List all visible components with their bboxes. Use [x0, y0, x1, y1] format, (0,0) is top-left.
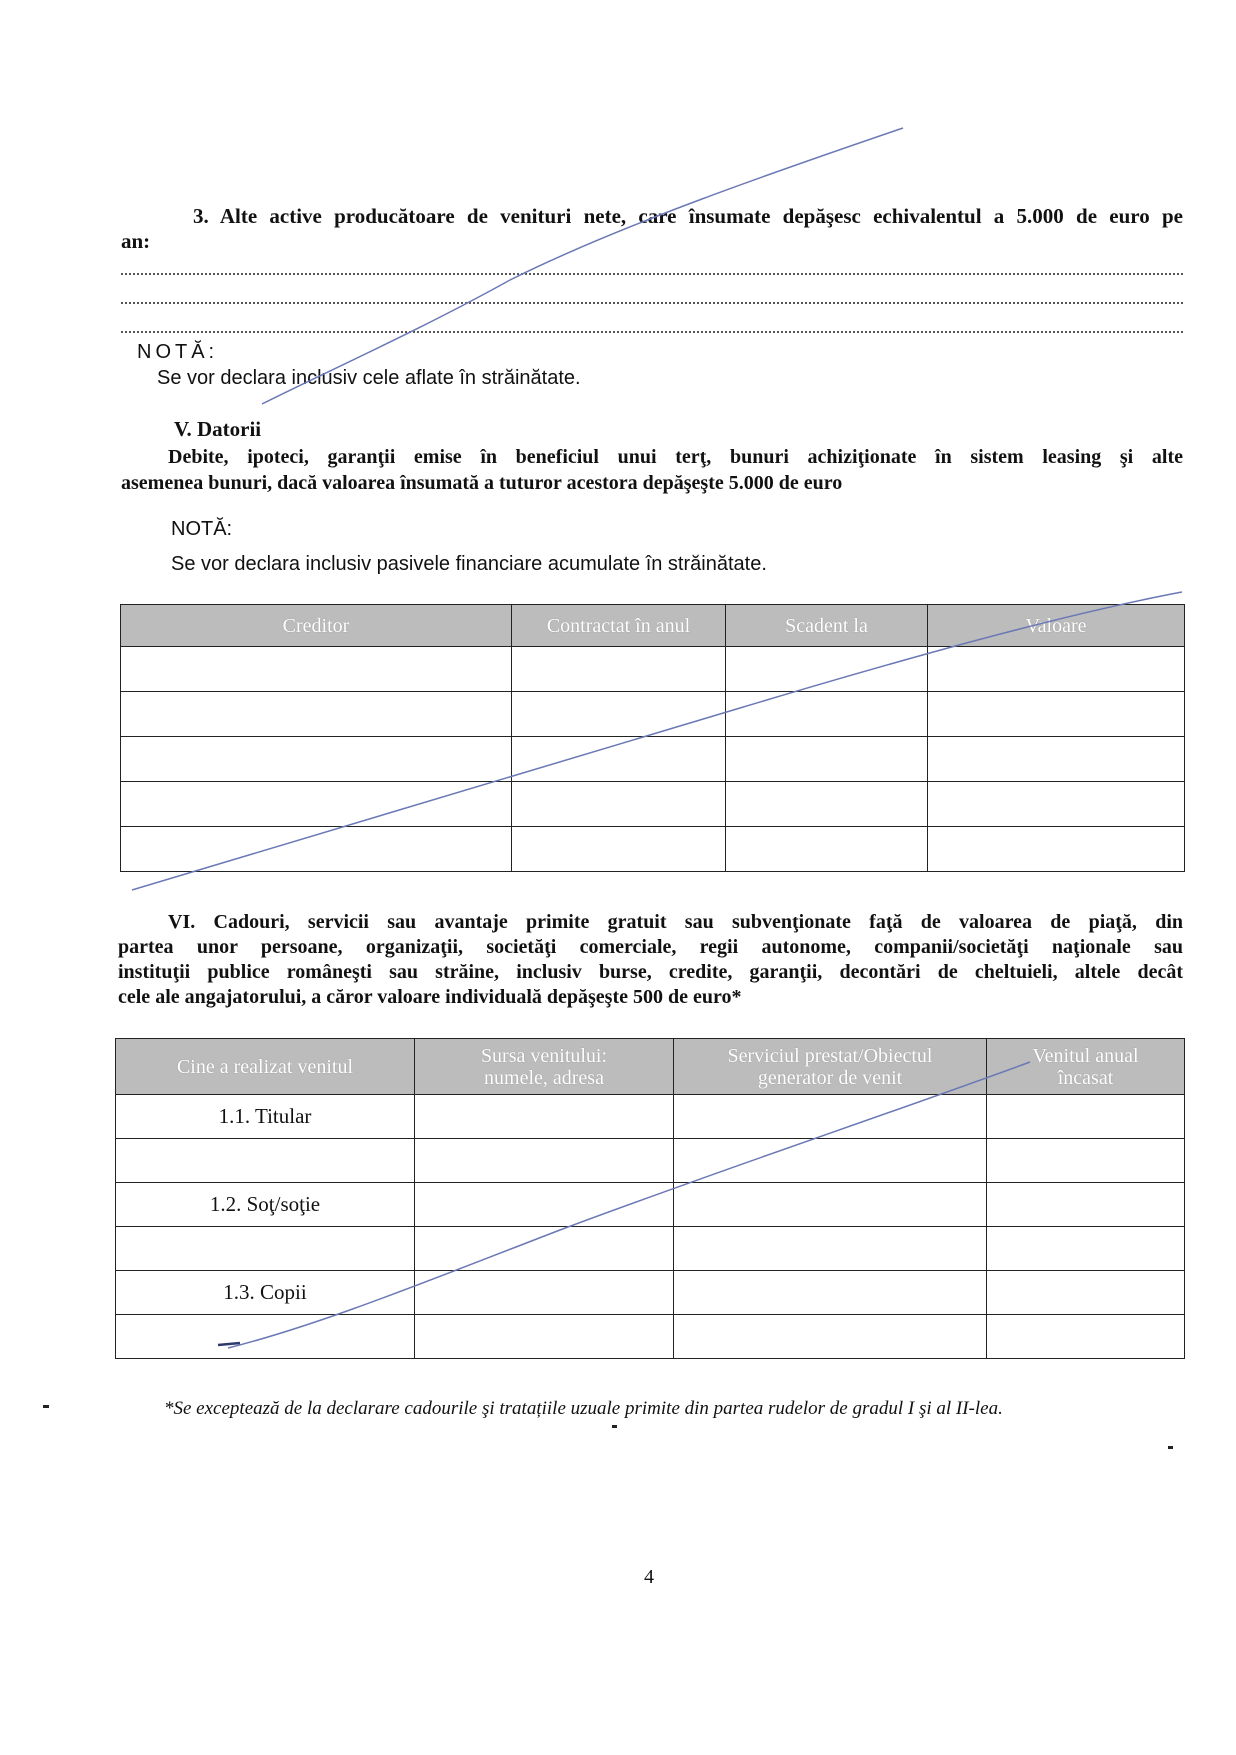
table-cell[interactable]: [928, 647, 1185, 692]
table-cell[interactable]: [415, 1315, 674, 1359]
table-cell[interactable]: [928, 827, 1185, 872]
scan-speck: [612, 1425, 617, 1428]
row-label-copii: 1.3. Copii: [116, 1271, 415, 1315]
header-valoare: Valoare: [928, 605, 1185, 647]
table-cell[interactable]: [674, 1271, 987, 1315]
strike-line-section3: [262, 128, 903, 404]
table-cell[interactable]: [726, 692, 928, 737]
table-cell[interactable]: [674, 1315, 987, 1359]
table-cell[interactable]: [121, 647, 512, 692]
table-row: [121, 647, 1185, 692]
header-contractat: Contractat în anul: [512, 605, 726, 647]
table-cell[interactable]: [415, 1139, 674, 1183]
section3-heading: 3. Alte active producătoare de venituri nete, care însumate depăşesc echivalentul a 5.000 de euro pe: [193, 204, 1183, 228]
table-row: [116, 1095, 1185, 1139]
dotted-line-2: [121, 299, 1183, 304]
table-row: [116, 1183, 1185, 1227]
section5-description-line1: Debite, ipoteci, garanţii emise în beneficiul unui terţ, bunuri achiziţionate în sistem leasing şi alte: [168, 446, 1183, 468]
header-creditor: Creditor: [121, 605, 512, 647]
table-cell[interactable]: [987, 1183, 1185, 1227]
header-cine-text: Cine a realizat venitul: [176, 1055, 354, 1078]
section5-nota-label: NOTĂ:: [171, 518, 233, 540]
debts-table-header: [121, 605, 1185, 647]
table-cell[interactable]: [121, 692, 512, 737]
table-cell[interactable]: [928, 782, 1185, 827]
scan-speck: [1168, 1446, 1173, 1449]
table-cell[interactable]: [674, 1139, 987, 1183]
row-label-empty: [116, 1315, 415, 1359]
table-cell[interactable]: [987, 1227, 1185, 1271]
table-cell[interactable]: [674, 1227, 987, 1271]
table-cell[interactable]: [415, 1271, 674, 1315]
header-sursa-line1: Sursa venitului:: [480, 1044, 608, 1067]
table-cell[interactable]: [726, 782, 928, 827]
table-row: [116, 1315, 1185, 1359]
section5-nota-text: Se vor declara inclusiv pasivele financiare acumulate în străinătate.: [171, 553, 767, 575]
row-label-sot-sotie: 1.2. Soţ/soţie: [116, 1183, 415, 1227]
table-cell[interactable]: [726, 827, 928, 872]
table-cell[interactable]: [415, 1227, 674, 1271]
section3-heading-continuation: an:: [121, 229, 151, 253]
table-row: [121, 827, 1185, 872]
table-cell[interactable]: [121, 782, 512, 827]
gifts-table-header: [116, 1039, 1185, 1095]
table-row: [121, 692, 1185, 737]
section5-description-line2: asemenea bunuri, dacă valoarea însumată a tuturor acestora depăşeşte 5.000 de euro: [121, 472, 843, 494]
header-serviciul-line2: generator de venit: [757, 1066, 903, 1089]
header-serviciul-line1: Serviciul prestat/Obiectul: [727, 1044, 933, 1067]
table-cell[interactable]: [512, 737, 726, 782]
table-cell[interactable]: [121, 737, 512, 782]
header-venitul-line2: încasat: [1057, 1066, 1114, 1089]
table-cell[interactable]: [121, 827, 512, 872]
table-cell[interactable]: [512, 692, 726, 737]
section5-title: V. Datorii: [174, 417, 262, 441]
section6-line3: instituţii publice româneşti sau străine, inclusiv burse, credite, garanţii, decontări de cheltuieli, altele decât: [118, 961, 1183, 983]
section6-line2: partea unor persoane, organizaţii, societăţi comerciale, regii autonome, companii/societăţi naţionale sau: [118, 936, 1183, 958]
table-cell[interactable]: [512, 782, 726, 827]
debts-table: [120, 604, 1185, 872]
table-cell[interactable]: [987, 1271, 1185, 1315]
table-cell[interactable]: [987, 1139, 1185, 1183]
section3-nota-label: NOTĂ:: [137, 341, 219, 363]
table-cell[interactable]: [726, 647, 928, 692]
table-cell[interactable]: [512, 647, 726, 692]
table-cell[interactable]: [674, 1095, 987, 1139]
table-row: [116, 1227, 1185, 1271]
table-cell[interactable]: [674, 1183, 987, 1227]
table-row: [116, 1139, 1185, 1183]
table-cell[interactable]: [987, 1095, 1185, 1139]
table-cell[interactable]: [726, 737, 928, 782]
header-sursa-line2: numele, adresa: [484, 1066, 604, 1089]
section3-nota-text: Se vor declara inclusiv cele aflate în străinătate.: [157, 367, 581, 389]
header-serviciul: [674, 1039, 987, 1095]
page-number: 4: [644, 1566, 654, 1588]
scan-speck: [43, 1405, 49, 1408]
gifts-table: [115, 1038, 1185, 1359]
header-venitul: [987, 1039, 1185, 1095]
table-cell[interactable]: [512, 827, 726, 872]
table-row: [116, 1271, 1185, 1315]
dotted-line-1: [121, 270, 1183, 275]
dotted-line-3: [121, 328, 1183, 333]
header-venitul-line1: Venitul anual: [1032, 1044, 1139, 1067]
row-label-titular: 1.1. Titular: [116, 1095, 415, 1139]
table-cell[interactable]: [987, 1315, 1185, 1359]
footnote: *Se exceptează de la declarare cadourile şi tratațiile uzuale primite din partea rudelor de gradul I şi al II-lea.: [164, 1398, 1003, 1419]
row-label-empty: [116, 1227, 415, 1271]
table-cell[interactable]: [928, 692, 1185, 737]
section6-line4: cele ale angajatorului, a căror valoare individuală depăşeşte 500 de euro*: [118, 986, 742, 1008]
table-row: [121, 782, 1185, 827]
header-cine: [116, 1039, 415, 1095]
table-row: [121, 737, 1185, 782]
row-label-empty: [116, 1139, 415, 1183]
header-scadent: Scadent la: [726, 605, 928, 647]
table-cell[interactable]: [415, 1095, 674, 1139]
table-cell[interactable]: [415, 1183, 674, 1227]
header-sursa: [415, 1039, 674, 1095]
section6-line1: VI. Cadouri, servicii sau avantaje primite gratuit sau subvenţionate faţă de valoarea de piaţă, din: [168, 911, 1183, 933]
table-cell[interactable]: [928, 737, 1185, 782]
